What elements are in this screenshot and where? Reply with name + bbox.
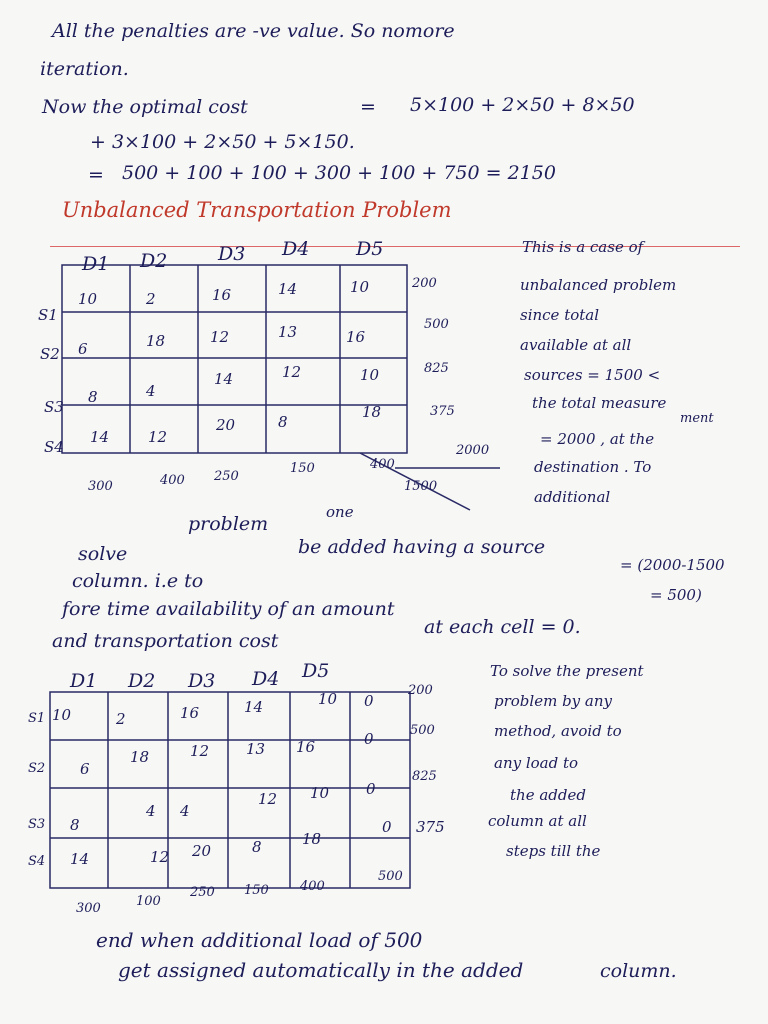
t1-demand: 400 <box>370 457 395 472</box>
t1-supply: 375 <box>430 404 455 419</box>
para-text: column. i.e to <box>72 570 204 592</box>
t2-cell: 13 <box>246 740 266 758</box>
t2-cell: 8 <box>252 838 262 856</box>
t2-cell: 0 <box>364 692 374 710</box>
para-text: problem <box>188 513 269 535</box>
t2-cell: 12 <box>258 790 278 808</box>
t2-row-s2: S2 <box>28 761 46 776</box>
side-text: the total measure <box>532 394 667 412</box>
t1-demand: 400 <box>160 473 185 488</box>
side-text-2: column at all <box>488 812 587 830</box>
line-sum-eq: = <box>88 164 104 186</box>
t2-cell: 12 <box>150 848 170 866</box>
t2-cell: 4 <box>180 802 190 820</box>
t1-demand: 150 <box>290 461 315 476</box>
side-text-2: the added <box>510 786 586 804</box>
t1-cell: 10 <box>350 278 370 296</box>
t1-cell: 14 <box>278 280 298 298</box>
para-text: be added having a source <box>298 536 546 558</box>
t1-cell: 12 <box>282 363 302 381</box>
t2-demand: 300 <box>76 901 101 916</box>
line-iteration: iteration. <box>40 58 129 80</box>
t1-cell: 16 <box>212 286 232 304</box>
t1-supply-total: 2000 <box>456 443 490 458</box>
closing-line: end when additional load of 500 <box>96 928 423 952</box>
t2-col-d2: D2 <box>128 670 156 692</box>
t1-supply: 500 <box>424 317 449 332</box>
t2-cell: 18 <box>302 830 322 848</box>
t1-row-s1: S1 <box>38 306 58 324</box>
t2-row-s3: S3 <box>28 817 46 832</box>
t2-cell: 16 <box>296 738 316 756</box>
side-text: This is a case of <box>522 238 644 256</box>
t2-col-d4: D4 <box>252 668 280 690</box>
t1-row-s4: S4 <box>44 438 64 456</box>
t1-col-d3: D3 <box>218 243 246 265</box>
line-optimal-cost-terms: 5×100 + 2×50 + 8×50 <box>410 94 635 116</box>
t2-supply: 825 <box>412 769 437 784</box>
t2-row-s1: S1 <box>28 711 46 726</box>
para-text: = 500) <box>650 586 702 604</box>
t1-row-s3: S3 <box>44 398 64 416</box>
t2-col-d3: D3 <box>188 670 216 692</box>
t1-cell: 12 <box>148 428 168 446</box>
side-text-2: method, avoid to <box>494 722 622 740</box>
side-text: ment <box>680 411 714 426</box>
side-text-2: any load to <box>494 754 579 772</box>
t2-demand: 500 <box>378 869 403 884</box>
t2-demand: 150 <box>244 883 269 898</box>
t2-cell: 10 <box>52 706 72 724</box>
t1-col-d1: D1 <box>82 253 110 275</box>
t1-cell: 6 <box>78 340 88 358</box>
t1-demand-total: 1500 <box>404 479 438 494</box>
t1-col-d5: D5 <box>356 238 384 260</box>
t1-cell: 14 <box>214 370 234 388</box>
t2-cell: 0 <box>382 818 392 836</box>
para-text: fore time availability of an amount <box>62 598 395 620</box>
t2-cell: 10 <box>310 784 330 802</box>
t2-supply: 500 <box>410 723 435 738</box>
t1-cell: 8 <box>88 388 98 406</box>
para-text: at each cell = 0. <box>424 616 581 638</box>
t2-row-s4: S4 <box>28 854 46 869</box>
side-text-2: problem by any <box>494 692 612 710</box>
t2-demand: 100 <box>136 894 161 909</box>
side-text: unbalanced problem <box>520 276 677 294</box>
t1-cell: 16 <box>346 328 366 346</box>
t1-supply: 200 <box>412 276 437 291</box>
t2-col-d5: D5 <box>302 660 330 682</box>
t1-demand: 250 <box>214 469 239 484</box>
para-text: = (2000-1500 <box>620 556 725 574</box>
t2-cell: 14 <box>70 850 90 868</box>
para-text: solve <box>78 543 128 565</box>
line-optimal-cost-label: Now the optimal cost <box>42 96 248 118</box>
t2-cell: 8 <box>70 816 80 834</box>
side-text: available at all <box>520 336 632 354</box>
t1-cell: 12 <box>210 328 230 346</box>
t2-col-d1: D1 <box>70 670 98 692</box>
t1-cell: 10 <box>78 290 98 308</box>
line-optimal-cost-eq: = <box>360 96 376 118</box>
t1-row-s2: S2 <box>40 345 60 363</box>
para-text: one <box>326 503 354 521</box>
side-text: = 2000 , at the <box>540 430 655 448</box>
t2-supply: 375 <box>416 818 445 836</box>
t1-cell: 4 <box>146 382 156 400</box>
t2-cell: 14 <box>244 698 264 716</box>
t2-demand: 250 <box>190 885 215 900</box>
t1-supply: 825 <box>424 361 449 376</box>
side-text: since total <box>520 306 600 324</box>
side-text-2: To solve the present <box>490 662 644 680</box>
t2-demand: 400 <box>300 879 325 894</box>
t2-cell: 12 <box>190 742 210 760</box>
side-text: sources = 1500 < <box>524 366 661 384</box>
t2-cell: 6 <box>80 760 90 778</box>
t2-cell: 2 <box>116 710 126 728</box>
side-text: destination . To <box>534 458 652 476</box>
t2-cell: 20 <box>192 842 212 860</box>
t1-demand: 300 <box>88 479 113 494</box>
t1-cell: 14 <box>90 428 110 446</box>
t1-cell: 18 <box>146 332 166 350</box>
t1-cell: 18 <box>362 403 382 421</box>
heading-unbalanced: Unbalanced Transportation Problem <box>62 198 452 222</box>
t1-cell: 13 <box>278 323 298 341</box>
t2-cell: 4 <box>146 802 156 820</box>
closing-line: get assigned automatically in the added <box>118 958 524 982</box>
t2-cell: 18 <box>130 748 150 766</box>
t2-cell: 0 <box>366 780 376 798</box>
t1-col-d4: D4 <box>282 238 310 260</box>
side-text-2: steps till the <box>506 842 601 860</box>
line-sum: 500 + 100 + 100 + 300 + 100 + 750 = 2150 <box>122 162 556 184</box>
t1-cell: 8 <box>278 413 288 431</box>
para-text: and transportation cost <box>52 630 279 652</box>
t2-cell: 16 <box>180 704 200 722</box>
t2-cell: 0 <box>364 730 374 748</box>
t2-cell: 10 <box>318 690 338 708</box>
line-cost-terms-2: + 3×100 + 2×50 + 5×150. <box>90 131 355 153</box>
t1-cell: 20 <box>216 416 236 434</box>
line-penalties: All the penalties are -ve value. So nomore <box>52 20 455 42</box>
t1-cell: 10 <box>360 366 380 384</box>
side-text: additional <box>534 488 611 506</box>
t1-col-d2: D2 <box>140 250 168 272</box>
t2-supply: 200 <box>408 683 433 698</box>
closing-line: column. <box>600 960 677 982</box>
t1-cell: 2 <box>146 290 156 308</box>
